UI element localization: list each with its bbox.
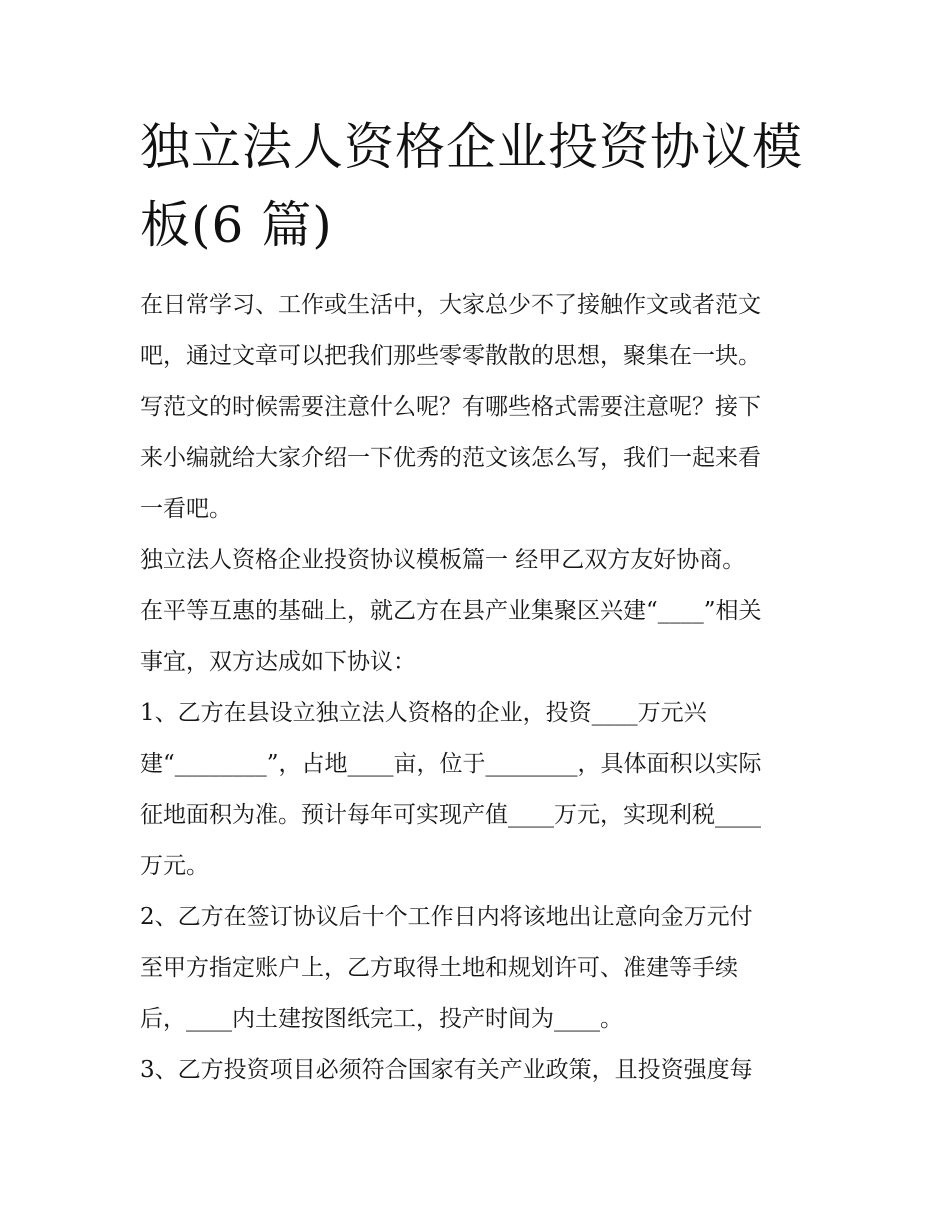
body-line-9: 1、乙方在县设立独立法人资格的企业，投资____万元兴 (140, 700, 707, 726)
document-title (140, 108, 820, 264)
body-line-10: 建“________”，占地____亩，位于________，具体面积以实际 (140, 751, 762, 777)
body-line-14: 至甲方指定账户上，乙方取得土地和规划许可、准建等手续 (140, 955, 738, 981)
title-line-2: 板(6 篇) (140, 196, 333, 254)
body-line-13: 2、乙方在签订协议后十个工作日内将该地出让意向金万元付 (140, 904, 753, 930)
body-line-6: 独立法人资格企业投资协议模板篇一 经甲乙双方友好协商。 (140, 547, 746, 573)
body-line-16: 3、乙方投资项目必须符合国家有关产业政策，且投资强度每 (140, 1057, 753, 1083)
body-line-5: 一看吧。 (140, 496, 232, 522)
body-line-15: 后，____内土建按图纸完工，投产时间为____。 (140, 1006, 623, 1032)
body-line-11: 征地面积为准。预计每年可实现产值____万元，实现利税____ (140, 802, 761, 828)
title-line-1: 独立法人资格企业投资协议模 (140, 118, 803, 176)
body-line-12: 万元。 (140, 853, 209, 879)
body-line-2: 吧，通过文章可以把我们那些零零散散的思想，聚集在一块。 (140, 343, 761, 369)
body-line-8: 事宜，双方达成如下协议： (140, 649, 416, 675)
document-body (140, 280, 830, 1096)
body-line-1: 在日常学习、工作或生活中，大家总少不了接触作文或者范文 (140, 292, 761, 318)
body-line-3: 写范文的时候需要注意什么呢？有哪些格式需要注意呢？接下 (140, 394, 761, 420)
body-line-4: 来小编就给大家介绍一下优秀的范文该怎么写，我们一起来看 (140, 445, 761, 471)
body-line-7: 在平等互惠的基础上，就乙方在县产业集聚区兴建“____”相关 (140, 598, 762, 624)
